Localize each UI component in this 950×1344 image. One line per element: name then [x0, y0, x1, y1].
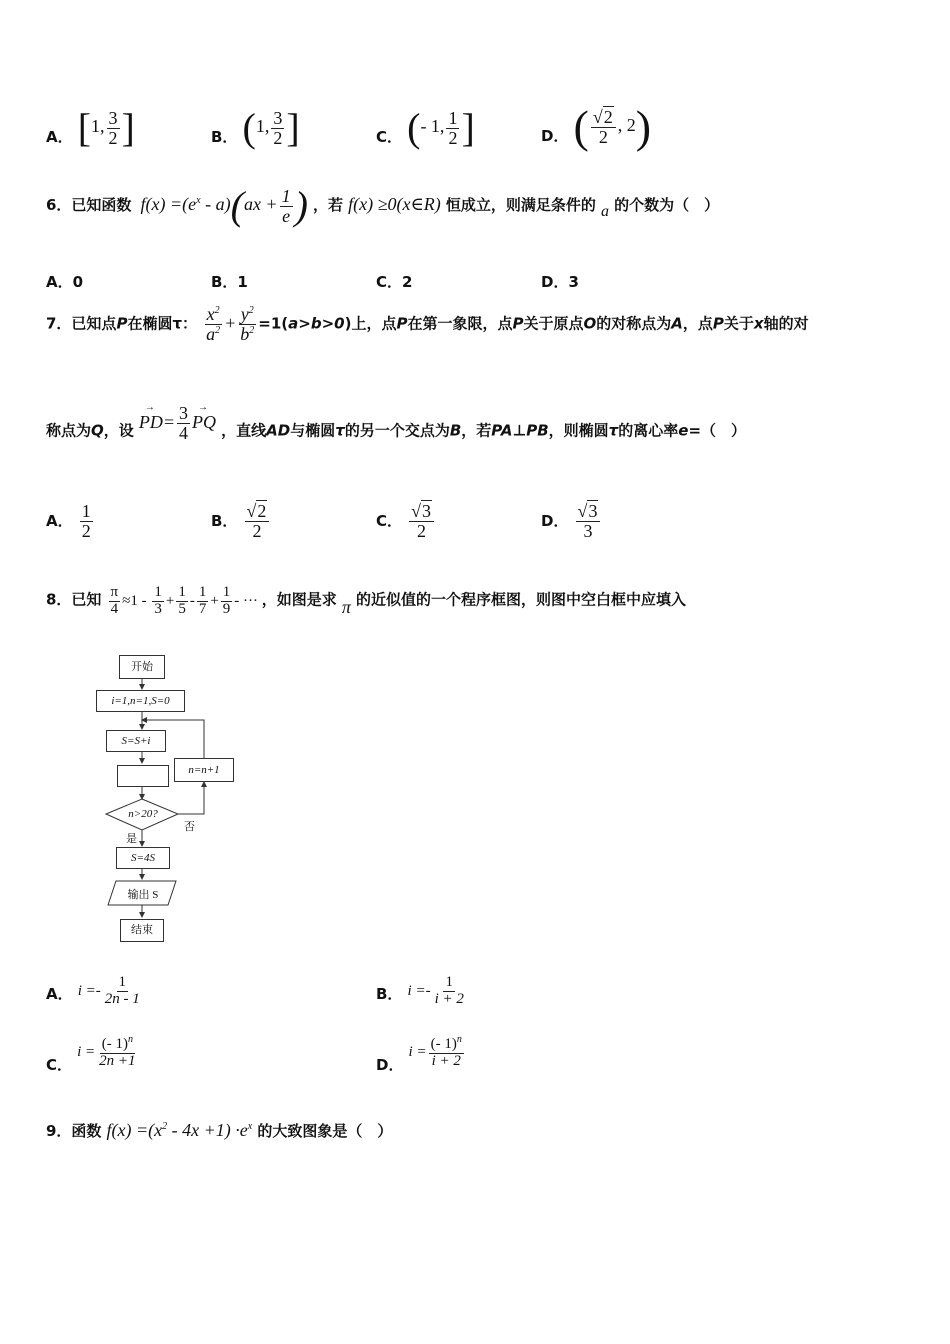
- fc-multiply: S=4S: [116, 847, 170, 869]
- question-9: 9．函数 $f(x) =(x^2 - 4x +1) \cdot e^x$ 的大致图象是（ ）: [46, 1120, 393, 1140]
- q8-option-a[interactable]: A． i =- $\frac{1}{2n - 1}$: [46, 974, 140, 1007]
- fc-sum: S=S+i: [106, 730, 166, 752]
- q6-option-c[interactable]: C．2: [376, 273, 413, 291]
- fc-condition: n>20?: [128, 808, 158, 820]
- q7-option-a[interactable]: A． $\frac{1}{2}$: [46, 501, 91, 541]
- q5-option-c[interactable]: C． (- 1, $\frac{1}{2}$ ]: [376, 105, 475, 150]
- question-7-line-2: 称点为Q，设 → PD= $\frac{3}{4}$ → PQ ，直线AD与椭圆τ的另一个交点为B，若PA⊥PB，则椭圆τ的离心率e=（ ）: [46, 401, 747, 443]
- q8-option-d[interactable]: D． i = $\frac{(- 1)^n}{i + 2}$: [376, 1034, 462, 1074]
- q5-option-b[interactable]: B． (1, $\frac{3}{2}$ ]: [211, 105, 300, 150]
- q6-option-d[interactable]: D．3: [541, 273, 579, 291]
- q6-option-b[interactable]: B．1: [211, 273, 248, 291]
- q6-option-a[interactable]: A．0: [46, 273, 84, 291]
- fc-start: 开始: [119, 655, 165, 679]
- fc-no: 否: [184, 821, 195, 833]
- q5-option-a[interactable]: A． [1, $\frac{3}{2}$ ]: [46, 105, 135, 150]
- fc-blank-box: [117, 765, 169, 787]
- fc-end: 结束: [120, 919, 164, 942]
- q7-option-c[interactable]: C． $\frac{√3}{2}$: [376, 502, 436, 541]
- q7-option-b[interactable]: B． $\frac{√2}{2}$: [211, 502, 271, 541]
- fc-increment: n=n+1: [174, 758, 234, 782]
- q5-option-d[interactable]: D． ( $\frac{√2}{2}$ , 2): [541, 101, 652, 152]
- fc-output: 输出 S: [127, 889, 159, 901]
- question-6: 6．已知函数 $f(x) =(e^x - a)(ax$ + $\frac{1}{e}$ ) ，若 f(x) ≥0(x∈R) 恒成立，则满足条件的 a 的个数为（ ）: [46, 183, 720, 228]
- q7-option-d[interactable]: D． $\frac{√3}{3}$: [541, 502, 602, 541]
- question-8: 8．已知 $\frac{\pi}{4}$ ≈1 - $\frac{1}{3}$ + $\frac{1}{5}$ - $\frac{1}{7}$ + $\frac{1}{9}$ - ··· ，如图是求 π 的近似值的一个程序框图，则图中空白框中应填入: [46, 584, 687, 617]
- q8-option-b[interactable]: B． i =- $\frac{1}{i + 2}$: [376, 974, 464, 1007]
- fc-yes: 是: [126, 833, 137, 845]
- q8-option-c[interactable]: C． i = $\frac{(- 1)^n}{2n +1}$: [46, 1034, 136, 1074]
- question-7-line-1: 7．已知点P在椭圆τ： $\frac{x^2}{a^2}$ + $\frac{y^2}{b^2}$ =1(a>b>0)上，点P在第一象限，点P关于原点O的对称点为A，点P关于x轴的对: [46, 304, 809, 344]
- fc-init: i=1,n=1,S=0: [96, 690, 185, 712]
- flowchart: [90, 650, 250, 950]
